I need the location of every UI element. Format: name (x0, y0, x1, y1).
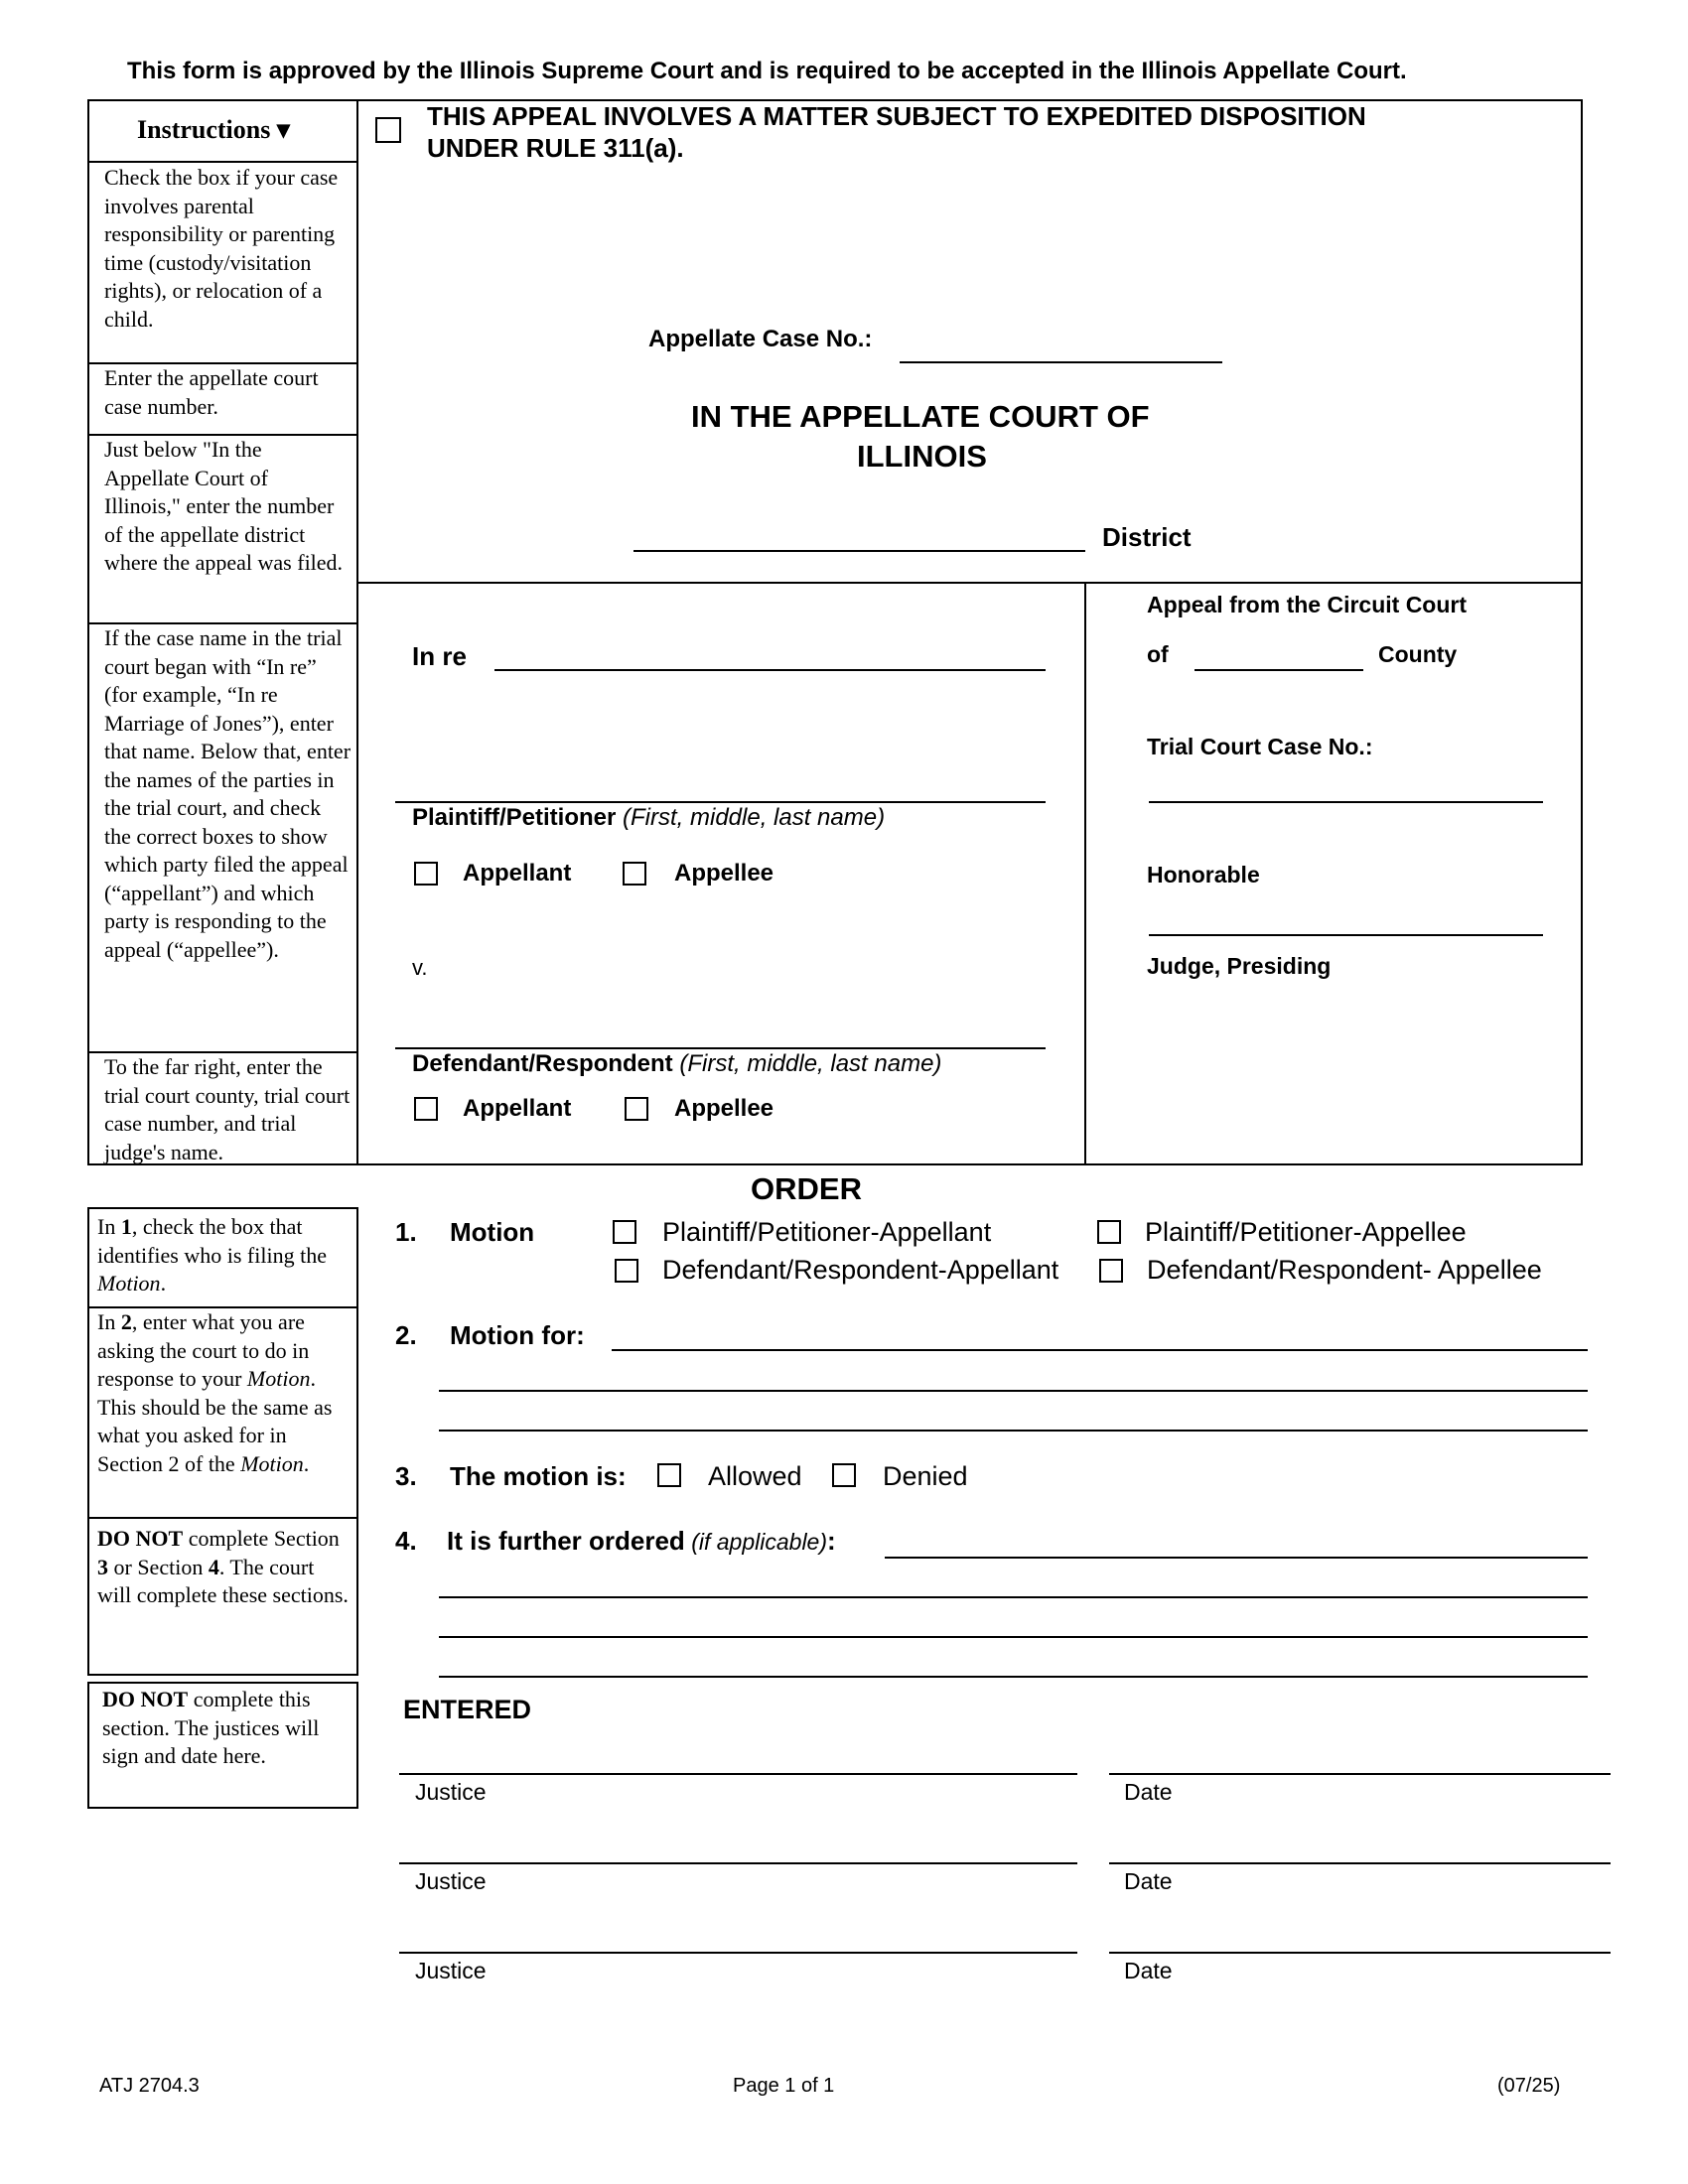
motion-for-label: Motion for: (450, 1320, 585, 1350)
text: DO NOT (102, 1687, 189, 1711)
justice-signature-line-2[interactable] (399, 1862, 1077, 1864)
plaintiff-name-field[interactable] (395, 801, 1046, 803)
defendant-appellant-label: Appellant (463, 1095, 572, 1122)
text: . (303, 1450, 310, 1476)
trial-case-no-field[interactable] (1149, 801, 1543, 803)
expedited-checkbox[interactable] (375, 117, 401, 143)
text: 3 (97, 1554, 108, 1579)
defendant-label (412, 1050, 941, 1078)
instructions-heading[interactable] (137, 115, 290, 145)
instruction-district: Just below "In the Appellate Court of Illinois," enter the number of the appellate district where the appeal was filed. (104, 437, 344, 575)
order-title: ORDER (751, 1171, 862, 1206)
motion-defendant-appellant-label: Defendant/Respondent-Appellant (662, 1255, 1059, 1285)
approval-notice: This form is approved by the Illinois Supreme Court and is required to be accepted in the Illinois Appellate Court. (127, 58, 1407, 84)
motion-denied-label: Denied (883, 1461, 968, 1491)
motion-defendant-appellee-checkbox[interactable] (1099, 1259, 1123, 1283)
motion-is-label: The motion is: (450, 1461, 627, 1491)
motion-allowed-checkbox[interactable] (657, 1463, 681, 1487)
form-revision-date: (07/25) (1497, 2075, 1561, 2097)
motion-denied-checkbox[interactable] (832, 1463, 856, 1487)
county-label: County (1378, 641, 1458, 667)
further-ordered-text: It is further ordered (447, 1526, 685, 1556)
court-title-line2: ILLINOIS (857, 439, 987, 474)
date-line-2[interactable] (1109, 1862, 1611, 1864)
instruction-case-number: Enter the appellate court case number. (104, 365, 319, 419)
plaintiff-appellant-checkbox[interactable] (414, 862, 438, 886)
divider (87, 1517, 358, 1519)
caption-box (356, 99, 1583, 1165)
instructions-heading-label: Instructions (137, 115, 271, 144)
justice-signature-line-3[interactable] (399, 1952, 1077, 1954)
text: Motion (97, 1271, 161, 1296)
motion-plaintiff-appellant-checkbox[interactable] (613, 1220, 636, 1244)
entered-label: ENTERED (403, 1695, 532, 1724)
instruction-do-not-complete-3-4 (97, 1525, 351, 1610)
appeal-from-label: Appeal from the Circuit Court (1147, 592, 1468, 617)
text: In (97, 1309, 121, 1334)
expedited-title-line2: UNDER RULE 311(a). (427, 133, 684, 163)
honorable-label: Honorable (1147, 862, 1260, 887)
motion-plaintiff-appellant-label: Plaintiff/Petitioner-Appellant (662, 1217, 992, 1247)
motion-plaintiff-appellee-checkbox[interactable] (1097, 1220, 1121, 1244)
motion-defendant-appellee-label: Defendant/Respondent- Appellee (1147, 1255, 1542, 1285)
motion-for-field-2[interactable] (439, 1390, 1588, 1392)
motion-allowed-label: Allowed (708, 1461, 802, 1491)
item-1-number: 1. (395, 1217, 417, 1247)
appellate-case-no-field[interactable] (900, 361, 1222, 363)
text: . (160, 1271, 167, 1296)
motion-label: Motion (450, 1217, 535, 1247)
justice-label-2: Justice (415, 1868, 487, 1894)
text: . The court will complete these sections. (97, 1554, 349, 1607)
further-ordered-hint: (if applicable) (684, 1529, 828, 1555)
plaintiff-label-text: Plaintiff/Petitioner (412, 804, 617, 831)
text: complete this section. The justices will sign and date here. (102, 1687, 320, 1768)
further-ordered-field-2[interactable] (439, 1596, 1588, 1598)
court-title-line1: IN THE APPELLATE COURT OF (691, 399, 1150, 434)
plaintiff-appellee-label: Appellee (674, 860, 774, 887)
item-2-number: 2. (395, 1320, 417, 1350)
further-ordered-field-4[interactable] (439, 1676, 1588, 1678)
justice-label-1: Justice (415, 1779, 487, 1805)
plaintiff-hint: (First, middle, last name) (616, 804, 886, 831)
justice-label-3: Justice (415, 1958, 487, 1983)
text: or Section (108, 1554, 209, 1579)
text: Motion (246, 1366, 311, 1391)
plaintiff-label (412, 804, 885, 832)
judge-name-field[interactable] (1149, 934, 1543, 936)
motion-defendant-appellant-checkbox[interactable] (615, 1259, 638, 1283)
expedited-title-line1: THIS APPEAL INVOLVES A MATTER SUBJECT TO EXPEDITED DISPOSITION (427, 101, 1366, 131)
plaintiff-appellant-label: Appellant (463, 860, 572, 887)
in-re-label: In re (412, 641, 467, 671)
defendant-appellee-checkbox[interactable] (625, 1097, 648, 1121)
text: 1 (120, 1214, 132, 1239)
further-ordered-colon: : (827, 1526, 836, 1556)
date-label-3: Date (1124, 1958, 1173, 1983)
instruction-motion-2 (97, 1308, 353, 1478)
date-line-1[interactable] (1109, 1773, 1611, 1775)
date-label-1: Date (1124, 1779, 1173, 1805)
instruction-parties: If the case name in the trial court began with “In re” (for example, “In re Marriage of Jones”), enter that name. Below that, enter the names of the parties in the trial court, and check the correct boxes to show which party filed the appeal (“appellant”) and which party is responding to the appeal (“appellee”). (104, 625, 352, 962)
instruction-motion-1 (97, 1213, 351, 1298)
text: , check the box that identifies who is filing the (97, 1214, 327, 1268)
text: complete Section (183, 1526, 340, 1551)
text: In (97, 1214, 121, 1239)
further-ordered-field-1[interactable] (885, 1557, 1588, 1559)
county-field[interactable] (1195, 669, 1363, 671)
text: , enter what you are asking the court to do in response to your (97, 1309, 310, 1391)
motion-for-field-1[interactable] (612, 1349, 1588, 1351)
judge-presiding-label: Judge, Presiding (1147, 953, 1332, 979)
instruction-do-not-complete-justices (102, 1686, 351, 1771)
further-ordered-label (447, 1526, 836, 1557)
caption-vertical-divider (1084, 582, 1086, 1165)
defendant-hint: (First, middle, last name) (672, 1050, 942, 1077)
of-label: of (1147, 641, 1169, 667)
caption-divider (356, 582, 1583, 584)
defendant-name-field[interactable] (395, 1047, 1046, 1049)
district-label: District (1102, 522, 1192, 552)
instruction-trial-court: To the far right, enter the trial court county, trial court case number, and trial judge's name. (104, 1054, 351, 1164)
instruction-expedited: Check the box if your case involves parental responsibility or parenting time (custody/visitation rights), or relocation of a child. (104, 165, 339, 332)
text: DO NOT (97, 1526, 184, 1551)
motion-plaintiff-appellee-label: Plaintiff/Petitioner-Appellee (1145, 1217, 1467, 1247)
in-re-field[interactable] (494, 669, 1046, 671)
date-line-3[interactable] (1109, 1952, 1611, 1954)
justice-signature-line-1[interactable] (399, 1773, 1077, 1775)
trial-case-no-label: Trial Court Case No.: (1147, 734, 1373, 759)
motion-for-field-3[interactable] (439, 1430, 1588, 1432)
text: . This should be the same as what you asked for in Section 2 of the (97, 1366, 333, 1476)
page-number: Page 1 of 1 (733, 2075, 835, 2097)
item-3-number: 3. (395, 1461, 417, 1491)
caret-down-icon: ▾ (276, 115, 290, 144)
text: Motion (240, 1450, 304, 1476)
versus-label: v. (412, 955, 428, 980)
defendant-label-text: Defendant/Respondent (412, 1050, 673, 1077)
district-field[interactable] (633, 550, 1085, 552)
plaintiff-appellee-checkbox[interactable] (623, 862, 646, 886)
defendant-appellant-checkbox[interactable] (414, 1097, 438, 1121)
further-ordered-field-3[interactable] (439, 1636, 1588, 1638)
appellate-case-no-label: Appellate Case No.: (648, 326, 873, 352)
divider (87, 161, 358, 163)
text: 4 (208, 1554, 219, 1579)
item-4-number: 4. (395, 1526, 417, 1556)
form-id: ATJ 2704.3 (99, 2075, 200, 2097)
defendant-appellee-label: Appellee (674, 1095, 774, 1122)
text: 2 (120, 1309, 132, 1334)
date-label-2: Date (1124, 1868, 1173, 1894)
